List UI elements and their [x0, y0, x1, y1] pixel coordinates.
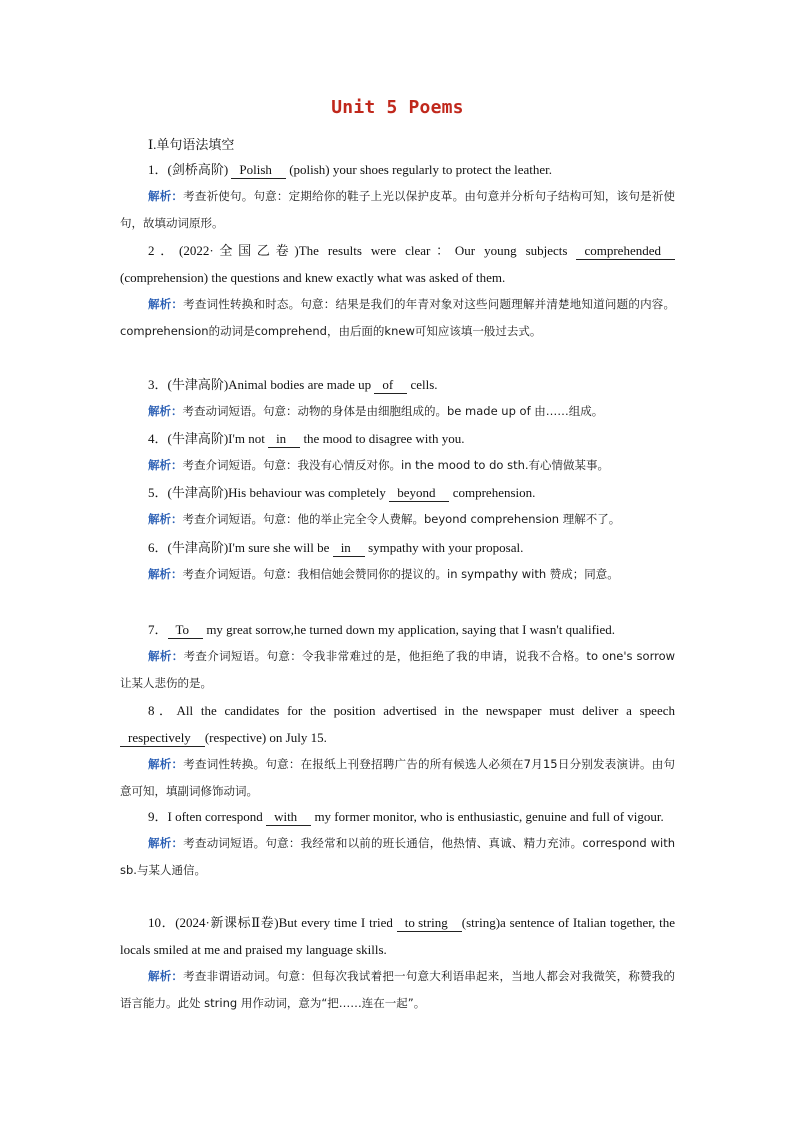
explanation-label: 解析：	[148, 649, 184, 663]
answer-blank: comprehended	[576, 243, 675, 260]
explanation-label: 解析：	[148, 512, 183, 526]
explanation-label: 解析：	[148, 297, 184, 311]
question-text: 1．(剑桥高阶) Polish (polish) your shoes regularly to protect the leather.	[148, 162, 552, 177]
explanation-label: 解析：	[148, 567, 183, 581]
explanation-label: 解析：	[148, 458, 183, 472]
answer-blank: of	[374, 377, 407, 394]
explanation-label: 解析：	[148, 757, 184, 771]
question-item	[120, 697, 675, 805]
section-heading: Ⅰ.单句语法填空	[148, 137, 235, 152]
answer-blank: To	[168, 622, 204, 639]
explanation: 解析：考查词性转换和时态。句意：结果是我们的年青对象对这些问题理解并清楚地知道问题的内容。comprehension的动词是comprehend，由后面的knew可知应该填一般过去式。	[120, 297, 676, 338]
answer-blank: with	[266, 809, 311, 826]
explanation-label: 解析：	[148, 836, 184, 850]
explanation: 解析：考查动词短语。句意：我经常和以前的班长通信，他热情、真诚、精力充沛。correspond with sb.与某人通信。	[120, 836, 675, 877]
page-title: Unit 5 Poems	[331, 97, 464, 118]
question-item	[120, 909, 675, 1017]
answer-blank: to string	[397, 915, 462, 932]
question-text: 4．(牛津高阶)I'm not in the mood to disagree with you.	[148, 431, 465, 446]
question-item	[120, 237, 675, 345]
question-text: 10．(2024·新课标Ⅱ卷)But every time I tried to string (string)a sentence of Italian together, the locals smiled at me and praised my language skills.	[120, 915, 676, 957]
answer-blank: in	[333, 540, 365, 557]
question-item	[120, 479, 675, 533]
question-text: 7． To my great sorrow,he turned down my application, saying that I wasn't qualified.	[148, 622, 616, 637]
answer-blank: respectively	[120, 730, 205, 747]
answer-blank: Polish	[231, 162, 286, 179]
explanation: 解析：考查介词短语。句意：我没有心情反对你。in the mood to do sth.有心情做某事。	[148, 458, 610, 472]
explanation: 解析：考查介词短语。句意：我相信她会赞同你的提议的。in sympathy with 赞成；同意。	[148, 567, 619, 581]
question-text: 5．(牛津高阶)His behaviour was completely beyond comprehension.	[148, 485, 536, 500]
explanation: 解析：考查祈使句。句意：定期给你的鞋子上光以保护皮革。由句意并分析句子结构可知，该句是祈使句，故填动词原形。	[120, 189, 676, 230]
question-text: 8．All the candidates for the position advertised in the newspaper must deliver a speech respectively (respective) on July 15.	[120, 697, 675, 751]
explanation: 解析：考查介词短语。句意：他的举止完全令人费解。beyond comprehension 理解不了。	[148, 512, 621, 526]
question-item	[120, 534, 675, 588]
answer-blank: in	[268, 431, 300, 448]
question-item	[120, 425, 675, 479]
question-text: 6．(牛津高阶)I'm sure she will be in sympathy with your proposal.	[148, 540, 524, 555]
question-item	[120, 803, 675, 884]
question-text: 9．I often correspond with my former monitor, who is enthusiastic, genuine and full of vigour.	[148, 809, 664, 824]
question-item	[120, 616, 675, 697]
explanation-label: 解析：	[148, 969, 184, 983]
question-text: 2．(2022·全国乙卷)The results were clear：Our young subjects comprehended(comprehension) the questions and knew exactly what was asked of them.	[120, 237, 675, 291]
explanation: 解析：考查介词短语。句意：令我非常难过的是，他拒绝了我的申请，说我不合格。to one's sorrow 让某人悲伤的是。	[120, 649, 676, 690]
explanation-label: 解析：	[148, 404, 183, 418]
explanation: 解析：考查非谓语动词。句意：但每次我试着把一句意大利语串起来，当地人都会对我微笑，称赞我的语言能力。此处 string 用作动词，意为“把……连在一起”。	[120, 969, 676, 1010]
explanation: 解析：考查动词短语。句意：动物的身体是由细胞组成的。be made up of 由……组成。	[148, 404, 604, 418]
explanation: 解析：考查词性转换。句意：在报纸上刊登招聘广告的所有候选人必须在7月15日分别发表演讲。由句意可知，填副词修饰动词。	[120, 757, 675, 798]
explanation-label: 解析：	[148, 189, 184, 203]
answer-blank: beyond	[389, 485, 449, 502]
question-text: 3．(牛津高阶)Animal bodies are made up of cells.	[148, 377, 438, 392]
question-item	[120, 371, 675, 425]
question-item	[120, 156, 675, 237]
